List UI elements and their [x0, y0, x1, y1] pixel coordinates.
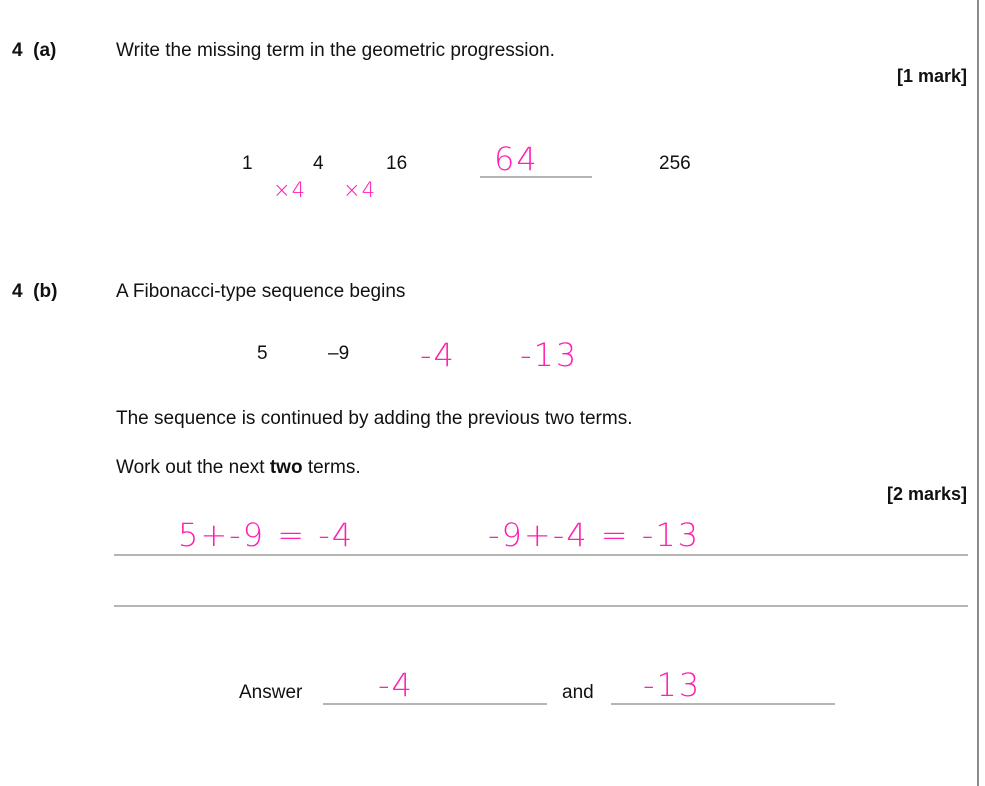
task-text: terms.: [302, 457, 361, 478]
handwritten-term: -4: [420, 336, 456, 374]
handwritten-annotation: ×4: [273, 178, 306, 202]
handwritten-answer: 64: [494, 140, 539, 178]
answer-line[interactable]: [480, 176, 592, 178]
handwritten-working: -9+-4 = -13: [488, 516, 701, 554]
task-text: Work out the next: [116, 457, 270, 478]
handwritten-annotation: ×4: [343, 178, 376, 202]
question-part: (a): [33, 40, 57, 61]
handwritten-answer: -13: [643, 666, 702, 704]
question-instruction: Write the missing term in the geometric progression.: [116, 40, 555, 61]
handwritten-working: 5+-9 = -4: [178, 516, 355, 554]
question-number: [12, 40, 56, 62]
sequence-term: 4: [313, 153, 324, 174]
marks-label: [2 marks]: [886, 484, 967, 504]
answer-line[interactable]: [611, 703, 835, 705]
handwritten-answer: -4: [378, 666, 414, 704]
sequence-term: 256: [659, 153, 691, 174]
question-number: [12, 281, 57, 303]
sequence-term: 16: [386, 153, 408, 174]
and-label: and: [562, 682, 594, 703]
working-line[interactable]: [114, 605, 968, 607]
task-emphasis: two: [269, 457, 303, 478]
sequence-term: –9: [328, 343, 350, 364]
page-edge-border: [977, 0, 979, 786]
sequence-term: 1: [242, 153, 253, 174]
question-number-text: 4: [12, 40, 23, 61]
answer-label: Answer: [239, 682, 303, 703]
sequence-term: 5: [257, 343, 268, 364]
working-line[interactable]: [114, 554, 968, 556]
question-part: (b): [33, 281, 58, 302]
sequence-rule: The sequence is continued by adding the previous two terms.: [116, 408, 633, 429]
handwritten-term: -13: [520, 336, 579, 374]
question-number-text: 4: [12, 281, 23, 302]
marks-label: [1 mark]: [896, 66, 967, 86]
question-intro: A Fibonacci-type sequence begins: [116, 281, 406, 302]
answer-line[interactable]: [323, 703, 547, 705]
task-instruction: [116, 457, 361, 479]
